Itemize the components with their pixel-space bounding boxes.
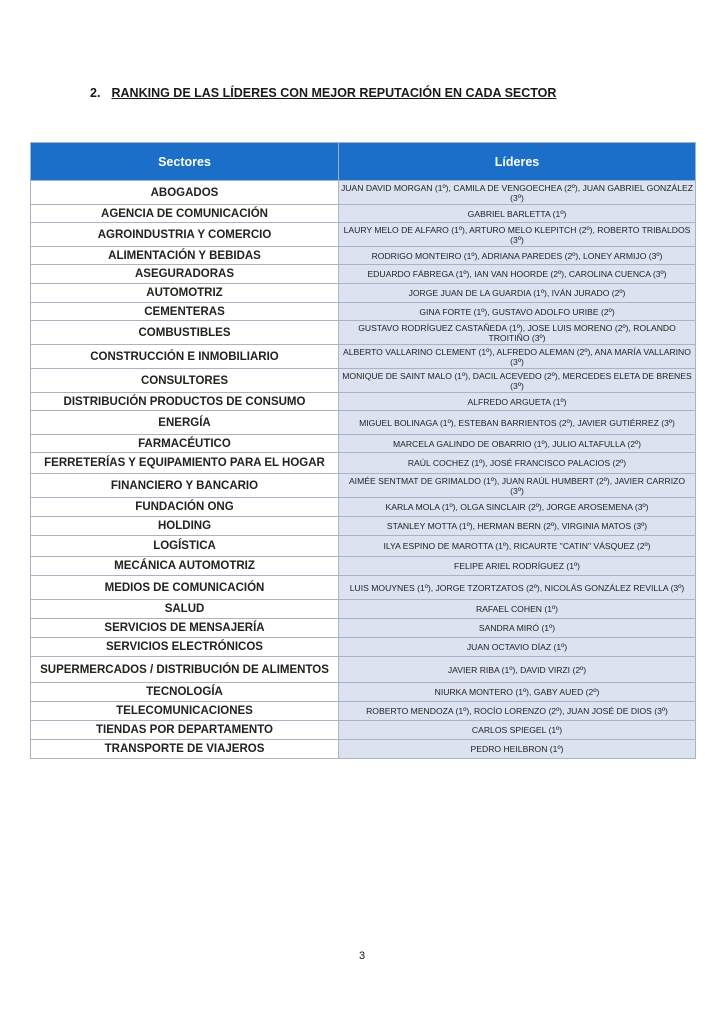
sector-cell: ABOGADOS bbox=[31, 181, 339, 205]
sector-cell: AGROINDUSTRIA Y COMERCIO bbox=[31, 223, 339, 247]
sector-cell: ASEGURADORAS bbox=[31, 265, 339, 284]
table-row bbox=[31, 557, 696, 576]
table-row bbox=[31, 247, 696, 265]
sector-cell: SALUD bbox=[31, 600, 339, 619]
leaders-cell: MARCELA GALINDO DE OBARRIO (1º), JULIO ALTAFULLA (2º) bbox=[339, 435, 696, 453]
table-row bbox=[31, 453, 696, 474]
sector-cell: MEDIOS DE COMUNICACIÓN bbox=[31, 576, 339, 600]
sector-cell: ALIMENTACIÓN Y BEBIDAS bbox=[31, 247, 339, 265]
table-row bbox=[31, 369, 696, 393]
sector-cell: COMBUSTIBLES bbox=[31, 321, 339, 345]
leaders-cell: EDUARDO FÁBREGA (1º), IAN VAN HOORDE (2º), CAROLINA CUENCA (3º) bbox=[339, 265, 696, 284]
table-row bbox=[31, 576, 696, 600]
table-header-row bbox=[31, 143, 696, 181]
column-header-sectores: Sectores bbox=[31, 143, 339, 181]
table-row bbox=[31, 498, 696, 517]
sector-cell: CEMENTERAS bbox=[31, 303, 339, 321]
sector-cell: AUTOMOTRIZ bbox=[31, 284, 339, 303]
table-row bbox=[31, 393, 696, 411]
sector-cell: ENERGÍA bbox=[31, 411, 339, 435]
leaders-cell: JAVIER RIBA (1º), DAVID VIRZI (2º) bbox=[339, 657, 696, 683]
leaders-cell: ALBERTO VALLARINO CLEMENT (1º), ALFREDO ALEMAN (2º), ANA MARÍA VALLARINO (3º) bbox=[339, 345, 696, 369]
table-row bbox=[31, 536, 696, 557]
leaders-cell: GINA FORTE (1º), GUSTAVO ADOLFO URIBE (2º) bbox=[339, 303, 696, 321]
ranking-table-body bbox=[31, 181, 696, 759]
leaders-cell: GUSTAVO RODRÍGUEZ CASTAÑEDA (1º), JOSE LUIS MORENO (2º), ROLANDO TROITIÑO (3º) bbox=[339, 321, 696, 345]
leaders-cell: JORGE JUAN DE LA GUARDIA (1º), IVÁN JURADO (2º) bbox=[339, 284, 696, 303]
table-row bbox=[31, 303, 696, 321]
table-row bbox=[31, 474, 696, 498]
table-row bbox=[31, 321, 696, 345]
sector-cell: HOLDING bbox=[31, 517, 339, 536]
table-row bbox=[31, 411, 696, 435]
sector-cell: FERRETERÍAS Y EQUIPAMIENTO PARA EL HOGAR bbox=[31, 453, 339, 474]
section-heading bbox=[90, 86, 690, 100]
sector-cell: CONSTRUCCIÓN E INMOBILIARIO bbox=[31, 345, 339, 369]
table-row bbox=[31, 205, 696, 223]
leaders-cell: GABRIEL BARLETTA (1º) bbox=[339, 205, 696, 223]
table-row bbox=[31, 517, 696, 536]
table-row bbox=[31, 284, 696, 303]
sector-cell: SERVICIOS DE MENSAJERÍA bbox=[31, 619, 339, 638]
ranking-table bbox=[30, 142, 696, 759]
sector-cell: TELECOMUNICACIONES bbox=[31, 702, 339, 721]
sector-cell: MECÁNICA AUTOMOTRIZ bbox=[31, 557, 339, 576]
leaders-cell: ALFREDO ARGUETA (1º) bbox=[339, 393, 696, 411]
table-row bbox=[31, 181, 696, 205]
leaders-cell: LAURY MELO DE ALFARO (1º), ARTURO MELO KLEPITCH (2º), ROBERTO TRIBALDOS (3º) bbox=[339, 223, 696, 247]
sector-cell: TIENDAS POR DEPARTAMENTO bbox=[31, 721, 339, 740]
table-row bbox=[31, 265, 696, 284]
table-row bbox=[31, 740, 696, 759]
table-row bbox=[31, 657, 696, 683]
leaders-cell: ROBERTO MENDOZA (1º), ROCÍO LORENZO (2º), JUAN JOSÉ DE DIOS (3º) bbox=[339, 702, 696, 721]
table-row bbox=[31, 683, 696, 702]
leaders-cell: SANDRA MIRÓ (1º) bbox=[339, 619, 696, 638]
table-row bbox=[31, 435, 696, 453]
sector-cell: CONSULTORES bbox=[31, 369, 339, 393]
sector-cell: FINANCIERO Y BANCARIO bbox=[31, 474, 339, 498]
leaders-cell: CARLOS SPIEGEL (1º) bbox=[339, 721, 696, 740]
table-row bbox=[31, 638, 696, 657]
leaders-cell: FELIPE ARIEL RODRÍGUEZ (1º) bbox=[339, 557, 696, 576]
section-title: RANKING DE LAS LÍDERES CON MEJOR REPUTACIÓN EN CADA SECTOR bbox=[111, 86, 557, 100]
sector-cell: FUNDACIÓN ONG bbox=[31, 498, 339, 517]
table-row bbox=[31, 345, 696, 369]
leaders-cell: MONIQUE DE SAINT MALO (1º), DACIL ACEVEDO (2º), MERCEDES ELETA DE BRENES (3º) bbox=[339, 369, 696, 393]
table-row bbox=[31, 702, 696, 721]
sector-cell: LOGÍSTICA bbox=[31, 536, 339, 557]
column-header-lideres: Líderes bbox=[339, 143, 696, 181]
leaders-cell: KARLA MOLA (1º), OLGA SINCLAIR (2º), JORGE AROSEMENA (3º) bbox=[339, 498, 696, 517]
section-number: 2. bbox=[90, 86, 101, 100]
sector-cell: SUPERMERCADOS / DISTRIBUCIÓN DE ALIMENTOS bbox=[31, 657, 339, 683]
table-row bbox=[31, 619, 696, 638]
page-number: 3 bbox=[358, 950, 366, 962]
leaders-cell: LUIS MOUYNES (1º), JORGE TZORTZATOS (2º), NICOLÁS GONZÁLEZ REVILLA (3º) bbox=[339, 576, 696, 600]
leaders-cell: JUAN DAVID MORGAN (1º), CAMILA DE VENGOECHEA (2º), JUAN GABRIEL GONZÁLEZ (3º) bbox=[339, 181, 696, 205]
table-row bbox=[31, 223, 696, 247]
leaders-cell: PEDRO HEILBRON (1º) bbox=[339, 740, 696, 759]
table-row bbox=[31, 721, 696, 740]
leaders-cell: ILYA ESPINO DE MAROTTA (1º), RICAURTE "CATIN" VÁSQUEZ (2º) bbox=[339, 536, 696, 557]
leaders-cell: RODRIGO MONTEIRO (1º), ADRIANA PAREDES (2º), LONEY ARMIJO (3º) bbox=[339, 247, 696, 265]
leaders-cell: AIMÉE SENTMAT DE GRIMALDO (1º), JUAN RAÚL HUMBERT (2º), JAVIER CARRIZO (3º) bbox=[339, 474, 696, 498]
leaders-cell: NIURKA MONTERO (1º), GABY AUED (2º) bbox=[339, 683, 696, 702]
sector-cell: DISTRIBUCIÓN PRODUCTOS DE CONSUMO bbox=[31, 393, 339, 411]
sector-cell: TECNOLOGÍA bbox=[31, 683, 339, 702]
leaders-cell: STANLEY MOTTA (1º), HERMAN BERN (2º), VIRGINIA MATOS (3º) bbox=[339, 517, 696, 536]
sector-cell: AGENCIA DE COMUNICACIÓN bbox=[31, 205, 339, 223]
sector-cell: TRANSPORTE DE VIAJEROS bbox=[31, 740, 339, 759]
sector-cell: FARMACÉUTICO bbox=[31, 435, 339, 453]
table-row bbox=[31, 600, 696, 619]
leaders-cell: RAÚL COCHEZ (1º), JOSÉ FRANCISCO PALACIOS (2º) bbox=[339, 453, 696, 474]
leaders-cell: JUAN OCTAVIO DÍAZ (1º) bbox=[339, 638, 696, 657]
sector-cell: SERVICIOS ELECTRÓNICOS bbox=[31, 638, 339, 657]
leaders-cell: RAFAEL COHEN (1º) bbox=[339, 600, 696, 619]
leaders-cell: MIGUEL BOLINAGA (1º), ESTEBAN BARRIENTOS (2º), JAVIER GUTIÉRREZ (3º) bbox=[339, 411, 696, 435]
